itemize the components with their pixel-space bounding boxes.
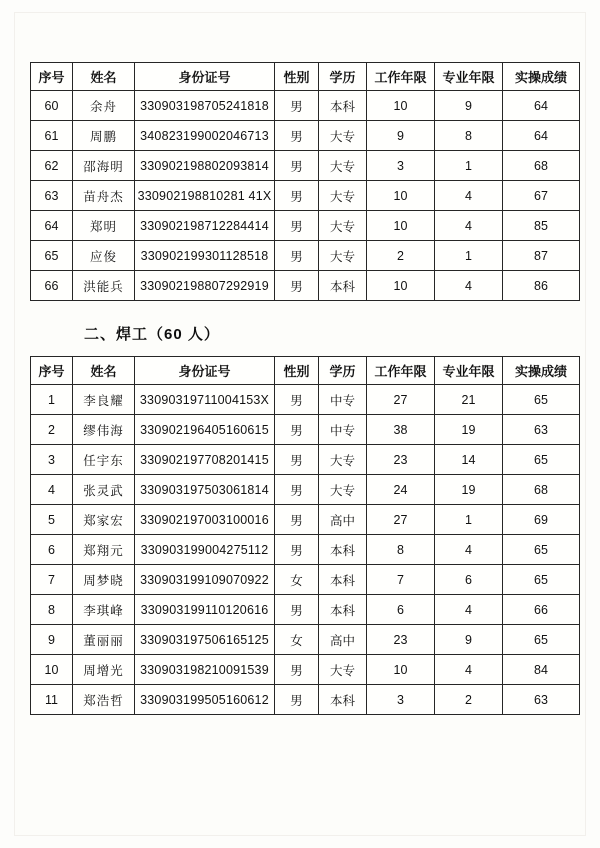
cell-gender: 男 — [275, 211, 319, 241]
cell-id: 330903197506165125 — [135, 625, 275, 655]
table-welder — [30, 356, 580, 715]
cell-major-years: 1 — [435, 505, 503, 535]
cell-index: 5 — [31, 505, 73, 535]
table-row — [31, 685, 580, 715]
table-row — [31, 151, 580, 181]
cell-id: 330902199301128518 — [135, 241, 275, 271]
column-header-gender: 性别 — [275, 63, 319, 91]
cell-index: 10 — [31, 655, 73, 685]
cell-major-years: 14 — [435, 445, 503, 475]
cell-major-years: 6 — [435, 565, 503, 595]
cell-work-years: 2 — [367, 241, 435, 271]
cell-work-years: 10 — [367, 211, 435, 241]
cell-gender: 男 — [275, 271, 319, 301]
cell-score: 68 — [503, 151, 580, 181]
cell-major-years: 8 — [435, 121, 503, 151]
cell-major-years: 4 — [435, 181, 503, 211]
column-header-major-years: 专业年限 — [435, 357, 503, 385]
cell-id: 340823199002046713 — [135, 121, 275, 151]
cell-education: 大专 — [319, 121, 367, 151]
column-header-gender: 性别 — [275, 357, 319, 385]
cell-index: 9 — [31, 625, 73, 655]
cell-education: 大专 — [319, 151, 367, 181]
cell-name: 李良耀 — [73, 385, 135, 415]
cell-gender: 男 — [275, 535, 319, 565]
cell-work-years: 23 — [367, 445, 435, 475]
cell-score: 65 — [503, 535, 580, 565]
cell-work-years: 38 — [367, 415, 435, 445]
table-row — [31, 415, 580, 445]
cell-id: 330902198807292919 — [135, 271, 275, 301]
cell-work-years: 24 — [367, 475, 435, 505]
cell-major-years: 4 — [435, 211, 503, 241]
table-row — [31, 595, 580, 625]
cell-gender: 男 — [275, 181, 319, 211]
cell-score: 63 — [503, 415, 580, 445]
cell-name: 周鹏 — [73, 121, 135, 151]
cell-gender: 女 — [275, 565, 319, 595]
cell-name: 洪能兵 — [73, 271, 135, 301]
cell-score: 87 — [503, 241, 580, 271]
cell-id: 330903197503061814 — [135, 475, 275, 505]
cell-score: 86 — [503, 271, 580, 301]
column-header-major-years: 专业年限 — [435, 63, 503, 91]
cell-id: 330902198802093814 — [135, 151, 275, 181]
cell-work-years: 8 — [367, 535, 435, 565]
cell-work-years: 3 — [367, 151, 435, 181]
cell-name: 张灵武 — [73, 475, 135, 505]
cell-score: 66 — [503, 595, 580, 625]
cell-gender: 男 — [275, 151, 319, 181]
cell-name: 应俊 — [73, 241, 135, 271]
cell-name: 周梦晓 — [73, 565, 135, 595]
cell-gender: 男 — [275, 595, 319, 625]
cell-index: 6 — [31, 535, 73, 565]
table-header-row — [31, 63, 580, 91]
cell-work-years: 23 — [367, 625, 435, 655]
column-header-work-years: 工作年限 — [367, 63, 435, 91]
cell-score: 67 — [503, 181, 580, 211]
cell-gender: 男 — [275, 445, 319, 475]
cell-id: 330903198210091539 — [135, 655, 275, 685]
column-header-score: 实操成绩 — [503, 357, 580, 385]
cell-gender: 男 — [275, 241, 319, 271]
table-row — [31, 655, 580, 685]
cell-major-years: 4 — [435, 655, 503, 685]
cell-name: 苗舟杰 — [73, 181, 135, 211]
cell-index: 65 — [31, 241, 73, 271]
table-row — [31, 565, 580, 595]
cell-score: 63 — [503, 685, 580, 715]
cell-work-years: 6 — [367, 595, 435, 625]
cell-major-years: 9 — [435, 91, 503, 121]
cell-name: 周增光 — [73, 655, 135, 685]
cell-id: 330903199505160612 — [135, 685, 275, 715]
cell-gender: 男 — [275, 415, 319, 445]
column-header-index: 序号 — [31, 63, 73, 91]
cell-work-years: 27 — [367, 505, 435, 535]
cell-score: 65 — [503, 625, 580, 655]
cell-index: 11 — [31, 685, 73, 715]
column-header-name: 姓名 — [73, 63, 135, 91]
cell-major-years: 2 — [435, 685, 503, 715]
cell-work-years: 10 — [367, 271, 435, 301]
cell-score: 68 — [503, 475, 580, 505]
table-row — [31, 121, 580, 151]
cell-education: 本科 — [319, 91, 367, 121]
cell-education: 本科 — [319, 595, 367, 625]
cell-major-years: 19 — [435, 415, 503, 445]
cell-index: 60 — [31, 91, 73, 121]
cell-index: 66 — [31, 271, 73, 301]
cell-gender: 女 — [275, 625, 319, 655]
cell-education: 大专 — [319, 475, 367, 505]
cell-major-years: 21 — [435, 385, 503, 415]
cell-name: 郑翔元 — [73, 535, 135, 565]
cell-id: 330902197708201415 — [135, 445, 275, 475]
table-row — [31, 241, 580, 271]
column-header-education: 学历 — [319, 357, 367, 385]
cell-education: 大专 — [319, 655, 367, 685]
cell-index: 62 — [31, 151, 73, 181]
cell-id: 330902198712284414 — [135, 211, 275, 241]
cell-index: 3 — [31, 445, 73, 475]
cell-major-years: 4 — [435, 595, 503, 625]
table-row — [31, 475, 580, 505]
cell-index: 7 — [31, 565, 73, 595]
cell-education: 高中 — [319, 505, 367, 535]
cell-name: 邵海明 — [73, 151, 135, 181]
cell-index: 61 — [31, 121, 73, 151]
cell-id: 330903199109070922 — [135, 565, 275, 595]
table-row — [31, 211, 580, 241]
cell-score: 65 — [503, 445, 580, 475]
cell-education: 中专 — [319, 385, 367, 415]
cell-score: 85 — [503, 211, 580, 241]
cell-education: 本科 — [319, 565, 367, 595]
document-content — [30, 62, 567, 715]
cell-work-years: 3 — [367, 685, 435, 715]
cell-education: 本科 — [319, 535, 367, 565]
cell-major-years: 1 — [435, 151, 503, 181]
table-row — [31, 385, 580, 415]
cell-major-years: 19 — [435, 475, 503, 505]
cell-major-years: 1 — [435, 241, 503, 271]
table-row — [31, 91, 580, 121]
cell-education: 高中 — [319, 625, 367, 655]
cell-major-years: 9 — [435, 625, 503, 655]
cell-education: 大专 — [319, 211, 367, 241]
cell-index: 4 — [31, 475, 73, 505]
cell-education: 中专 — [319, 415, 367, 445]
cell-index: 2 — [31, 415, 73, 445]
cell-education: 本科 — [319, 685, 367, 715]
cell-gender: 男 — [275, 475, 319, 505]
cell-education: 大专 — [319, 181, 367, 211]
cell-name: 李琪峰 — [73, 595, 135, 625]
cell-name: 任宇东 — [73, 445, 135, 475]
cell-work-years: 9 — [367, 121, 435, 151]
cell-name: 余舟 — [73, 91, 135, 121]
cell-id: 330902198810281 41X — [135, 181, 275, 211]
column-header-id: 身份证号 — [135, 63, 275, 91]
table-row — [31, 625, 580, 655]
cell-work-years: 10 — [367, 655, 435, 685]
cell-gender: 男 — [275, 121, 319, 151]
column-header-name: 姓名 — [73, 357, 135, 385]
cell-score: 69 — [503, 505, 580, 535]
cell-id: 330902196405160615 — [135, 415, 275, 445]
cell-major-years: 4 — [435, 535, 503, 565]
column-header-index: 序号 — [31, 357, 73, 385]
cell-score: 65 — [503, 565, 580, 595]
cell-gender: 男 — [275, 505, 319, 535]
cell-index: 63 — [31, 181, 73, 211]
table-row — [31, 445, 580, 475]
cell-name: 郑家宏 — [73, 505, 135, 535]
cell-id: 33090319711004153X — [135, 385, 275, 415]
column-header-score: 实操成绩 — [503, 63, 580, 91]
cell-score: 84 — [503, 655, 580, 685]
cell-score: 64 — [503, 121, 580, 151]
table-row — [31, 505, 580, 535]
cell-id: 330902197003100016 — [135, 505, 275, 535]
cell-id: 330903198705241818 — [135, 91, 275, 121]
column-header-id: 身份证号 — [135, 357, 275, 385]
table-header-row — [31, 357, 580, 385]
cell-work-years: 27 — [367, 385, 435, 415]
table-row — [31, 535, 580, 565]
cell-name: 郑明 — [73, 211, 135, 241]
table-welder-continued — [30, 62, 580, 301]
column-header-education: 学历 — [319, 63, 367, 91]
cell-education: 大专 — [319, 241, 367, 271]
cell-education: 大专 — [319, 445, 367, 475]
cell-index: 64 — [31, 211, 73, 241]
cell-major-years: 4 — [435, 271, 503, 301]
cell-work-years: 10 — [367, 181, 435, 211]
cell-index: 8 — [31, 595, 73, 625]
cell-gender: 男 — [275, 91, 319, 121]
cell-work-years: 10 — [367, 91, 435, 121]
cell-name: 董丽丽 — [73, 625, 135, 655]
cell-score: 65 — [503, 385, 580, 415]
cell-gender: 男 — [275, 385, 319, 415]
cell-work-years: 7 — [367, 565, 435, 595]
table-row — [31, 181, 580, 211]
table-row — [31, 271, 580, 301]
cell-name: 郑浩哲 — [73, 685, 135, 715]
cell-name: 缪伟海 — [73, 415, 135, 445]
cell-id: 330903199110120616 — [135, 595, 275, 625]
section-title-welder: 二、焊工（60 人） — [84, 326, 220, 343]
cell-score: 64 — [503, 91, 580, 121]
cell-id: 330903199004275112 — [135, 535, 275, 565]
cell-gender: 男 — [275, 655, 319, 685]
cell-education: 本科 — [319, 271, 367, 301]
cell-index: 1 — [31, 385, 73, 415]
column-header-work-years: 工作年限 — [367, 357, 435, 385]
cell-gender: 男 — [275, 685, 319, 715]
